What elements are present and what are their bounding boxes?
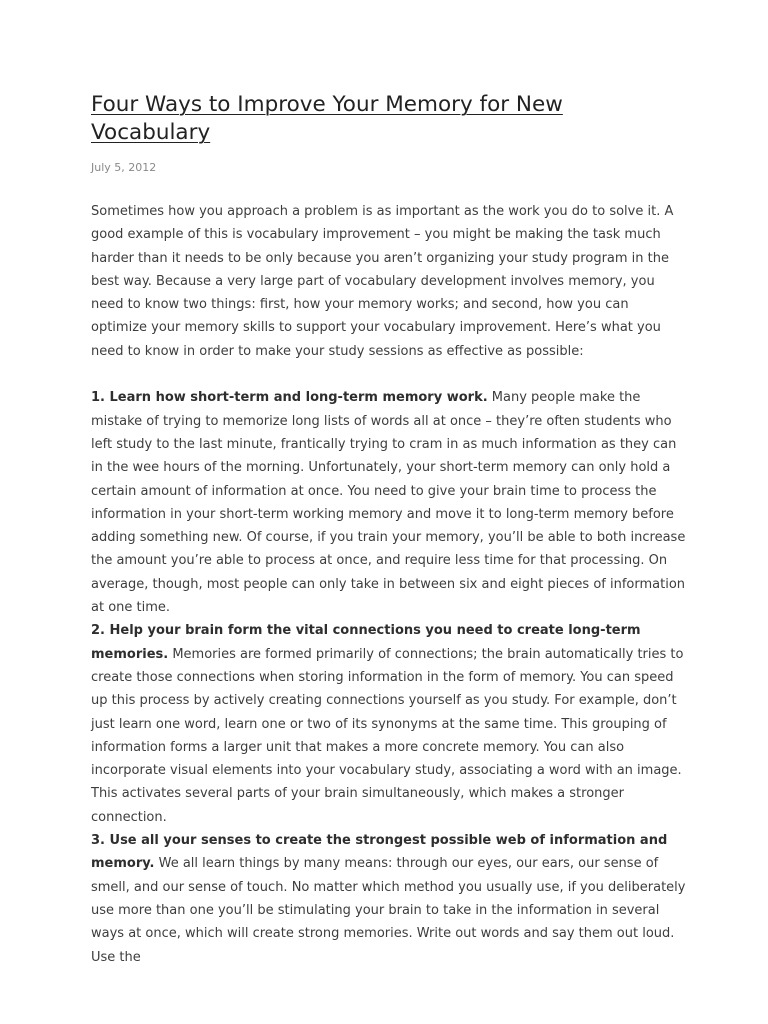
point-item bbox=[91, 619, 687, 829]
intro-paragraph: Sometimes how you approach a problem is as important as the work you do to solve it. A good example of this is vocabulary improvement – you might be making the task much harder than it needs to be only because you aren’t organizing your study program in the best way. Because a very large part of vocabulary development involves memory, you need to know two things: first, how your memory works; and second, how you can optimize your memory skills to support your vocabulary improvement. Here’s what you need to know in order to make your study sessions as effective as possible: bbox=[91, 204, 674, 359]
point-heading: 2. Help your brain form the vital connections you need to create long-term memories. bbox=[91, 623, 641, 662]
point-heading: 1. Learn how short-term and long-term memory work. bbox=[91, 390, 488, 406]
point-body: Memories are formed primarily of connections; the brain automatically tries to create those connections when storing information in the form of memory. You can speed up this process by actively creating connections yourself as you study. For example, don’t just learn one word, learn one or two of its synonyms at the same time. This grouping of information forms a larger unit that makes a more concrete memory. You can also incorporate visual elements into your vocabulary study, associating a word with an image. This activates several parts of your brain simultaneously, which makes a stronger connection. bbox=[91, 646, 684, 825]
point-item bbox=[91, 386, 687, 619]
article-title[interactable]: Four Ways to Improve Your Memory for New Vocabulary bbox=[91, 92, 563, 145]
point-item bbox=[91, 829, 687, 969]
point-body: We all learn things by many means: through our eyes, our ears, our sense of smell, and our sense of touch. No matter which method you usually use, if you deliberately use more than one you’ll be stimulating your brain to take in the information in several ways at once, which will create strong memories. Write out words and say them out loud. Use the bbox=[91, 856, 686, 965]
article bbox=[91, 91, 687, 969]
points-list bbox=[91, 386, 687, 968]
point-body: Many people make the mistake of trying to memorize long lists of words all at once – they’re often students who left study to the last minute, frantically trying to cram in as much information as they can in the wee hours of the morning. Unfortunately, your short-term memory can only hold a certain amount of information at once. You need to give your brain time to process the information in your short-term working memory and move it to long-term memory before adding something new. Of course, if you train your memory, you’ll be able to both increase the amount you’re able to process at once, and require less time for that processing. On average, though, most people can only take in between six and eight pieces of information at one time. bbox=[91, 390, 686, 616]
point-heading: 3. Use all your senses to create the strongest possible web of information and memory. bbox=[91, 833, 668, 872]
article-date: July 5, 2012 bbox=[91, 161, 157, 174]
